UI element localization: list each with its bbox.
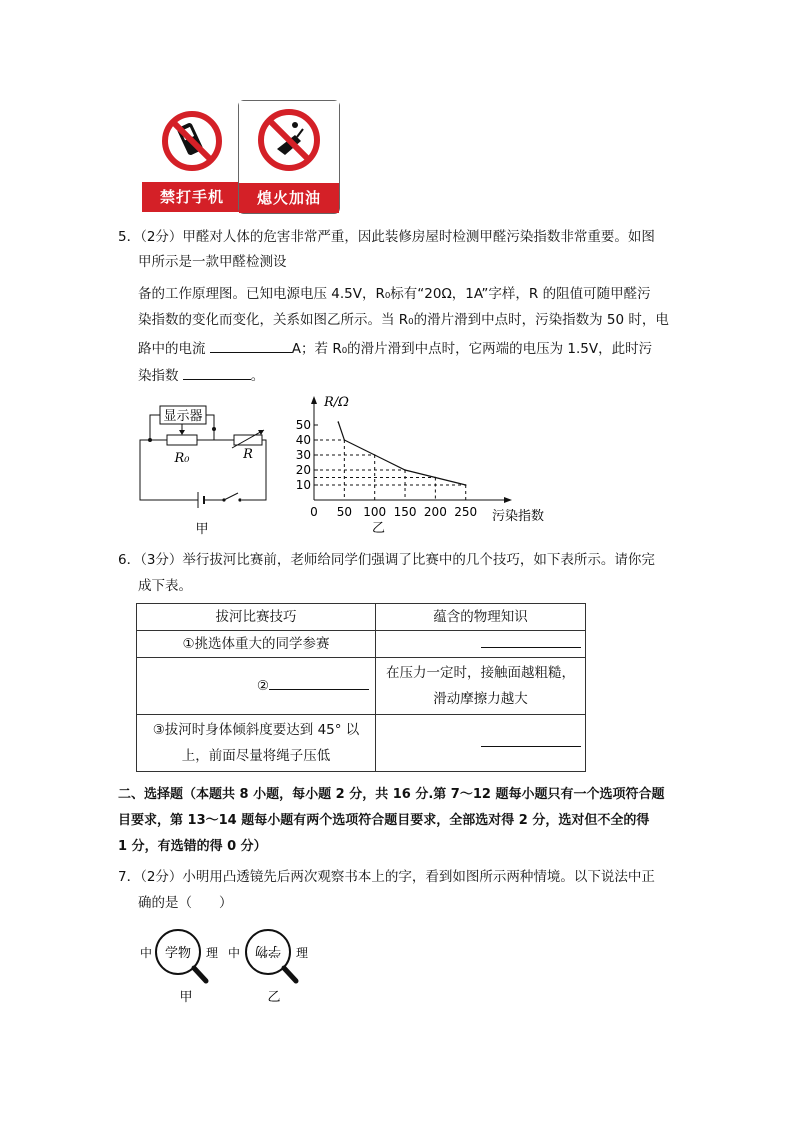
- data-point: [404, 469, 406, 471]
- x-tick-label: 0: [310, 505, 318, 519]
- q5-text: 路中的电流: [138, 341, 206, 357]
- x-tick-label: 50: [336, 505, 352, 519]
- q7-line: 7．（2分）小明用凸透镜先后两次观察书本上的字，看到如图所示两种情境。以下说法中正: [118, 869, 655, 885]
- x-tick-label: 200: [423, 505, 447, 519]
- q5-line: 备的工作原理图。已知电源电压 4.5V，R₀标有“20Ω，1A”字样，R 的阻值可随甲醛污: [138, 286, 651, 302]
- fig-b-inside: 学物: [254, 943, 282, 958]
- table-cell: ③拔河时身体倾斜度要达到 45° 以上，前面尽量将绳子压低: [137, 715, 376, 772]
- data-point: [344, 439, 346, 441]
- q5-text: 染指数: [138, 368, 179, 384]
- r-label: R: [243, 447, 253, 462]
- answer-blank[interactable]: [481, 732, 581, 747]
- x-tick-label: 100: [363, 505, 387, 519]
- q5-line: [138, 365, 264, 386]
- x-axis-arrow: [504, 497, 512, 503]
- fig-b-left: 中: [228, 946, 241, 960]
- fig-b-caption: 乙: [267, 990, 281, 1005]
- resistance-chart: [294, 392, 545, 542]
- q7-line: 确的是（ ）: [138, 895, 233, 911]
- techniques-table: [136, 603, 586, 772]
- q5-text: 。: [250, 368, 265, 384]
- q6-line: 6．（3分）举行拔河比赛前，老师给同学们强调了比赛中的几个技巧，如下表所示。请你完: [118, 552, 655, 568]
- fig-a-left: 中: [140, 946, 153, 960]
- y-tick-label: 50: [295, 418, 311, 432]
- display-label: 显示器: [163, 409, 203, 424]
- answer-blank[interactable]: [481, 633, 581, 648]
- circuit-diagram: [132, 400, 282, 540]
- y-axis-arrow: [311, 396, 317, 404]
- data-point: [374, 454, 376, 456]
- table-cell: 在压力一定时，接触面越粗糙，滑动摩擦力越大: [376, 658, 586, 715]
- table-cell: [376, 715, 586, 772]
- q5-line: [138, 338, 652, 359]
- fig-b-right: 理: [296, 946, 309, 960]
- table-cell: ①挑选体重大的同学参赛: [137, 631, 376, 658]
- sign-caption: 熄火加油: [239, 183, 339, 213]
- sign-caption: 禁打手机: [142, 182, 242, 212]
- fig-a-inside: 学物: [164, 946, 192, 961]
- section-heading: 1 分，有选错的得 0 分）: [118, 839, 267, 854]
- q5-line: 甲所示是一款甲醛检测设: [138, 254, 287, 270]
- x-tick-label: 250: [454, 505, 478, 519]
- table-header: 蕴含的物理知识: [376, 604, 586, 631]
- x-axis-label: 污染指数: [492, 509, 545, 524]
- y-tick-label: 40: [295, 433, 311, 447]
- answer-blank[interactable]: [210, 338, 292, 353]
- x-tick-label: 150: [393, 505, 417, 519]
- fig-a-right: 理: [206, 946, 219, 960]
- sign-no-phone: [142, 100, 242, 212]
- sign-no-fire: [238, 100, 340, 214]
- answer-blank[interactable]: [183, 365, 251, 380]
- answer-blank[interactable]: [269, 675, 369, 690]
- section-heading: 二、选择题（本题共 8 小题，每小题 2 分，共 16 分.第 7～12 题每小题只有一个选项符合题: [118, 787, 665, 802]
- r0-label: R₀: [174, 451, 190, 466]
- y-tick-label: 20: [295, 463, 311, 477]
- magnifier-figure: [140, 925, 320, 1010]
- q5-line: 染指数的变化而变化，关系如图乙所示。当 R₀的滑片滑到中点时，污染指数为 50 时，电: [138, 312, 669, 328]
- circuit-caption: 甲: [195, 522, 209, 537]
- series-line: [338, 422, 465, 485]
- data-point: [337, 421, 339, 423]
- data-point: [435, 477, 437, 479]
- table-cell: [376, 631, 586, 658]
- q5-text: A；若 R₀的滑片滑到中点时，它两端的电压为 1.5V，此时污: [291, 341, 653, 357]
- table-cell: [137, 658, 376, 715]
- q6-line: 成下表。: [138, 578, 192, 594]
- table-header: 拔河比赛技巧: [137, 604, 376, 631]
- fig-a-caption: 甲: [179, 990, 193, 1005]
- y-axis-label: R/Ω: [324, 395, 349, 410]
- chart-caption: 乙: [372, 521, 386, 536]
- y-tick-label: 10: [295, 478, 311, 492]
- section-heading: 目要求，第 13～14 题每小题有两个选项符合题目要求，全部选对得 2 分，选对但不全的得: [118, 813, 650, 828]
- y-tick-label: 30: [295, 448, 311, 462]
- q5-line: 5．（2分）甲醛对人体的危害非常严重，因此装修房屋时检测甲醛污染指数非常重要。如图: [118, 229, 655, 245]
- data-point: [465, 484, 467, 486]
- table-text: ②: [256, 678, 269, 694]
